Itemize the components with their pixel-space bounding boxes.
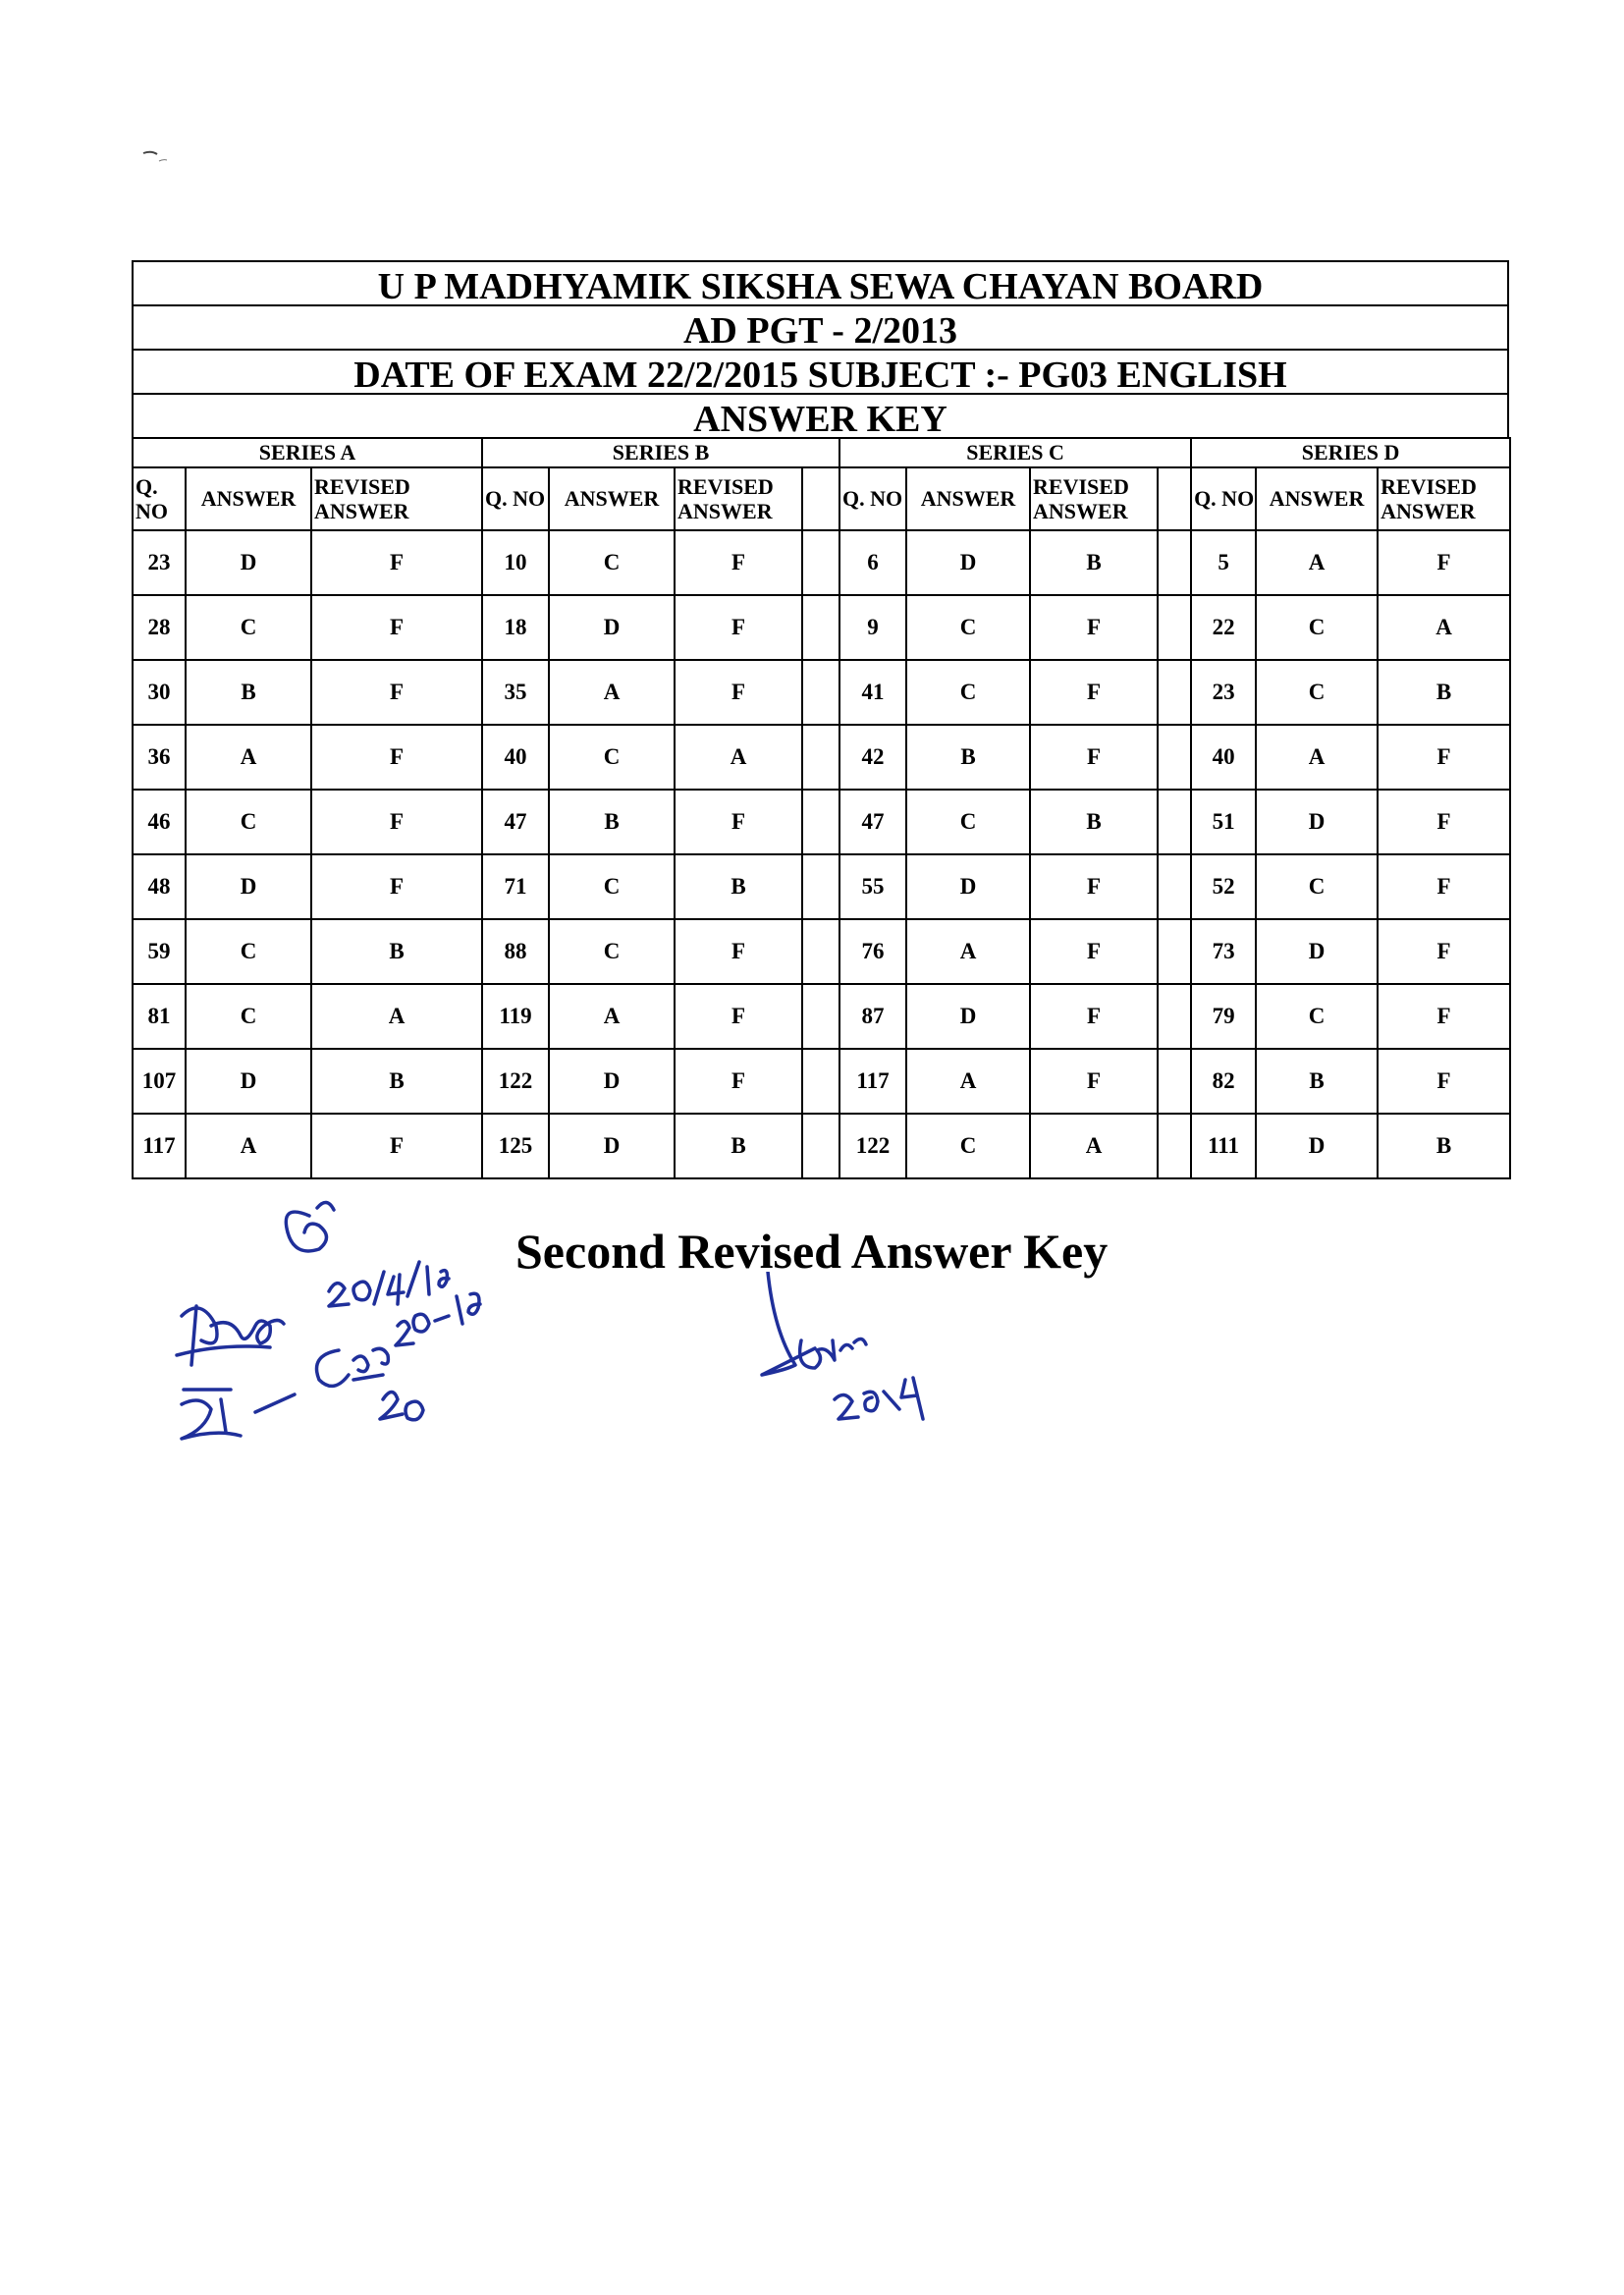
series-label: SERIES C — [839, 438, 1191, 467]
board-title-row — [132, 260, 1509, 307]
answer-cell: A — [186, 725, 311, 790]
answer-cell: C — [549, 530, 675, 595]
answer-cell: B — [906, 725, 1030, 790]
revised-answer-cell: F — [1378, 984, 1510, 1049]
answer-cell: A — [549, 984, 675, 1049]
column-answer: ANSWER — [186, 467, 311, 530]
answer-cell: D — [186, 854, 311, 919]
answer-cell: C — [1256, 984, 1378, 1049]
answer-cell: D — [1256, 1114, 1378, 1178]
question-number: 111 — [1191, 1114, 1256, 1178]
question-number: 55 — [839, 854, 906, 919]
revised-answer-cell: F — [1378, 790, 1510, 854]
revised-answer-cell: F — [1030, 919, 1158, 984]
question-number: 76 — [839, 919, 906, 984]
date-subject: DATE OF EXAM 22/2/2015 SUBJECT :- PG03 ENGLISH — [353, 354, 1287, 396]
answer-cell: A — [1256, 725, 1378, 790]
revised-answer-cell: F — [1030, 1049, 1158, 1114]
question-number: 30 — [133, 660, 186, 725]
answer-cell: D — [906, 530, 1030, 595]
table-row — [133, 530, 1510, 595]
revised-answer-cell: B — [1378, 1114, 1510, 1178]
question-number: 47 — [482, 790, 549, 854]
question-number: 42 — [839, 725, 906, 790]
answer-cell: A — [186, 1114, 311, 1178]
revised-answer-cell: F — [1378, 919, 1510, 984]
question-number: 10 — [482, 530, 549, 595]
question-number: 71 — [482, 854, 549, 919]
series-spacer — [802, 1049, 839, 1114]
series-spacer — [1158, 790, 1191, 854]
revised-answer-cell: F — [1030, 595, 1158, 660]
answer-cell: C — [906, 595, 1030, 660]
revised-answer-cell: A — [311, 984, 482, 1049]
answer-cell: D — [186, 1049, 311, 1114]
series-spacer — [802, 1114, 839, 1178]
column-revised: REVISED ANSWER — [1378, 467, 1510, 530]
column-qno: Q. NO — [482, 467, 549, 530]
revised-answer-cell: B — [1030, 530, 1158, 595]
answer-cell: D — [1256, 919, 1378, 984]
revised-answer-cell: A — [1030, 1114, 1158, 1178]
answer-key-table — [132, 437, 1511, 1179]
answer-cell: A — [549, 660, 675, 725]
revised-answer-cell: F — [1378, 530, 1510, 595]
revised-answer-cell: B — [311, 1049, 482, 1114]
question-number: 23 — [1191, 660, 1256, 725]
revised-answer-cell: F — [1030, 984, 1158, 1049]
question-number: 51 — [1191, 790, 1256, 854]
answer-cell: A — [1256, 530, 1378, 595]
answer-cell: C — [549, 919, 675, 984]
question-number: 48 — [133, 854, 186, 919]
series-spacer — [802, 660, 839, 725]
answer-cell: C — [549, 725, 675, 790]
revised-answer-cell: B — [1378, 660, 1510, 725]
revised-answer-cell: F — [675, 790, 802, 854]
question-number: 107 — [133, 1049, 186, 1114]
table-row — [133, 854, 1510, 919]
answer-key-sheet — [132, 260, 1509, 1179]
table-row — [133, 984, 1510, 1049]
question-number: 5 — [1191, 530, 1256, 595]
column-qno: Q. NO — [1191, 467, 1256, 530]
series-spacer — [1158, 854, 1191, 919]
series-label: SERIES D — [1191, 438, 1510, 467]
answer-cell: D — [549, 595, 675, 660]
question-number: 117 — [839, 1049, 906, 1114]
series-spacer — [1158, 1049, 1191, 1114]
question-number: 122 — [839, 1114, 906, 1178]
series-label: SERIES B — [482, 438, 839, 467]
question-number: 59 — [133, 919, 186, 984]
scan-speck — [137, 147, 177, 177]
series-spacer — [802, 790, 839, 854]
question-number: 41 — [839, 660, 906, 725]
question-number: 88 — [482, 919, 549, 984]
column-answer: ANSWER — [906, 467, 1030, 530]
answer-cell: D — [906, 984, 1030, 1049]
question-number: 46 — [133, 790, 186, 854]
revised-answer-cell: F — [675, 595, 802, 660]
revised-answer-cell: F — [1030, 725, 1158, 790]
revised-answer-cell: F — [311, 1114, 482, 1178]
revised-answer-cell: A — [1378, 595, 1510, 660]
column-revised: REVISED ANSWER — [311, 467, 482, 530]
answer-cell: C — [186, 790, 311, 854]
series-spacer — [1158, 660, 1191, 725]
column-answer: ANSWER — [1256, 467, 1378, 530]
series-header-row — [133, 438, 1510, 467]
series-spacer — [1158, 725, 1191, 790]
exam-title: AD PGT - 2/2013 — [682, 309, 958, 352]
revised-answer-cell: B — [675, 854, 802, 919]
exam-title-row — [132, 304, 1509, 352]
question-number: 22 — [1191, 595, 1256, 660]
series-spacer — [802, 725, 839, 790]
handwritten-signatures-left — [162, 1178, 535, 1463]
answer-cell: C — [1256, 595, 1378, 660]
question-number: 81 — [133, 984, 186, 1049]
table-row — [133, 919, 1510, 984]
table-row — [133, 725, 1510, 790]
answer-cell: C — [186, 919, 311, 984]
second-revised-title: Second Revised Answer Key — [515, 1224, 1109, 1279]
column-header-row — [133, 467, 1510, 530]
question-number: 9 — [839, 595, 906, 660]
answer-cell: C — [186, 984, 311, 1049]
answer-cell: D — [549, 1049, 675, 1114]
revised-answer-cell: F — [311, 530, 482, 595]
series-spacer — [1158, 595, 1191, 660]
series-spacer — [1158, 919, 1191, 984]
table-row — [133, 790, 1510, 854]
question-number: 6 — [839, 530, 906, 595]
revised-answer-cell: F — [1378, 854, 1510, 919]
column-answer: ANSWER — [549, 467, 675, 530]
revised-answer-cell: F — [675, 530, 802, 595]
question-number: 79 — [1191, 984, 1256, 1049]
answer-cell: C — [186, 595, 311, 660]
question-number: 125 — [482, 1114, 549, 1178]
answer-cell: C — [906, 1114, 1030, 1178]
revised-answer-cell: A — [675, 725, 802, 790]
series-label: SERIES A — [133, 438, 482, 467]
series-spacer — [802, 467, 839, 530]
question-number: 23 — [133, 530, 186, 595]
answer-cell: A — [906, 1049, 1030, 1114]
revised-answer-cell: F — [311, 660, 482, 725]
table-row — [133, 595, 1510, 660]
answer-cell: D — [1256, 790, 1378, 854]
series-spacer — [1158, 984, 1191, 1049]
table-row — [133, 1114, 1510, 1178]
series-spacer — [802, 595, 839, 660]
revised-answer-cell: F — [675, 919, 802, 984]
revised-answer-cell: B — [311, 919, 482, 984]
answer-key-title: ANSWER KEY — [693, 398, 947, 440]
series-spacer — [1158, 467, 1191, 530]
series-spacer — [802, 919, 839, 984]
answer-cell: B — [1256, 1049, 1378, 1114]
revised-answer-cell: F — [675, 984, 802, 1049]
series-spacer — [802, 530, 839, 595]
answer-cell: C — [549, 854, 675, 919]
series-spacer — [1158, 1114, 1191, 1178]
question-number: 47 — [839, 790, 906, 854]
question-number: 35 — [482, 660, 549, 725]
column-revised: REVISED ANSWER — [675, 467, 802, 530]
revised-answer-cell: F — [311, 725, 482, 790]
question-number: 119 — [482, 984, 549, 1049]
question-number: 40 — [482, 725, 549, 790]
answer-cell: C — [1256, 660, 1378, 725]
question-number: 122 — [482, 1049, 549, 1114]
table-row — [133, 1049, 1510, 1114]
column-qno: Q. NO — [839, 467, 906, 530]
answer-cell: C — [906, 790, 1030, 854]
revised-answer-cell: F — [1030, 854, 1158, 919]
revised-answer-cell: F — [1378, 725, 1510, 790]
handwritten-signature-right — [756, 1272, 972, 1468]
question-number: 28 — [133, 595, 186, 660]
question-number: 18 — [482, 595, 549, 660]
revised-answer-cell: F — [675, 660, 802, 725]
date-subject-row — [132, 349, 1509, 396]
answer-cell: D — [906, 854, 1030, 919]
column-revised: REVISED ANSWER — [1030, 467, 1158, 530]
revised-answer-cell: F — [311, 854, 482, 919]
answer-cell: C — [906, 660, 1030, 725]
question-number: 87 — [839, 984, 906, 1049]
answer-cell: A — [906, 919, 1030, 984]
revised-answer-cell: F — [311, 790, 482, 854]
series-spacer — [1158, 530, 1191, 595]
question-number: 73 — [1191, 919, 1256, 984]
answer-key-title-row — [132, 393, 1509, 440]
question-number: 117 — [133, 1114, 186, 1178]
revised-answer-cell: F — [1378, 1049, 1510, 1114]
column-qno: Q. NO — [133, 467, 186, 530]
revised-answer-cell: F — [675, 1049, 802, 1114]
answer-cell: C — [1256, 854, 1378, 919]
series-spacer — [802, 984, 839, 1049]
answer-cell: D — [549, 1114, 675, 1178]
revised-answer-cell: B — [675, 1114, 802, 1178]
series-spacer — [802, 854, 839, 919]
revised-answer-cell: B — [1030, 790, 1158, 854]
question-number: 52 — [1191, 854, 1256, 919]
question-number: 36 — [133, 725, 186, 790]
answer-cell: B — [186, 660, 311, 725]
question-number: 82 — [1191, 1049, 1256, 1114]
question-number: 40 — [1191, 725, 1256, 790]
answer-cell: B — [549, 790, 675, 854]
board-title: U P MADHYAMIK SIKSHA SEWA CHAYAN BOARD — [377, 265, 1264, 307]
table-row — [133, 660, 1510, 725]
answer-cell: D — [186, 530, 311, 595]
revised-answer-cell: F — [311, 595, 482, 660]
revised-answer-cell: F — [1030, 660, 1158, 725]
